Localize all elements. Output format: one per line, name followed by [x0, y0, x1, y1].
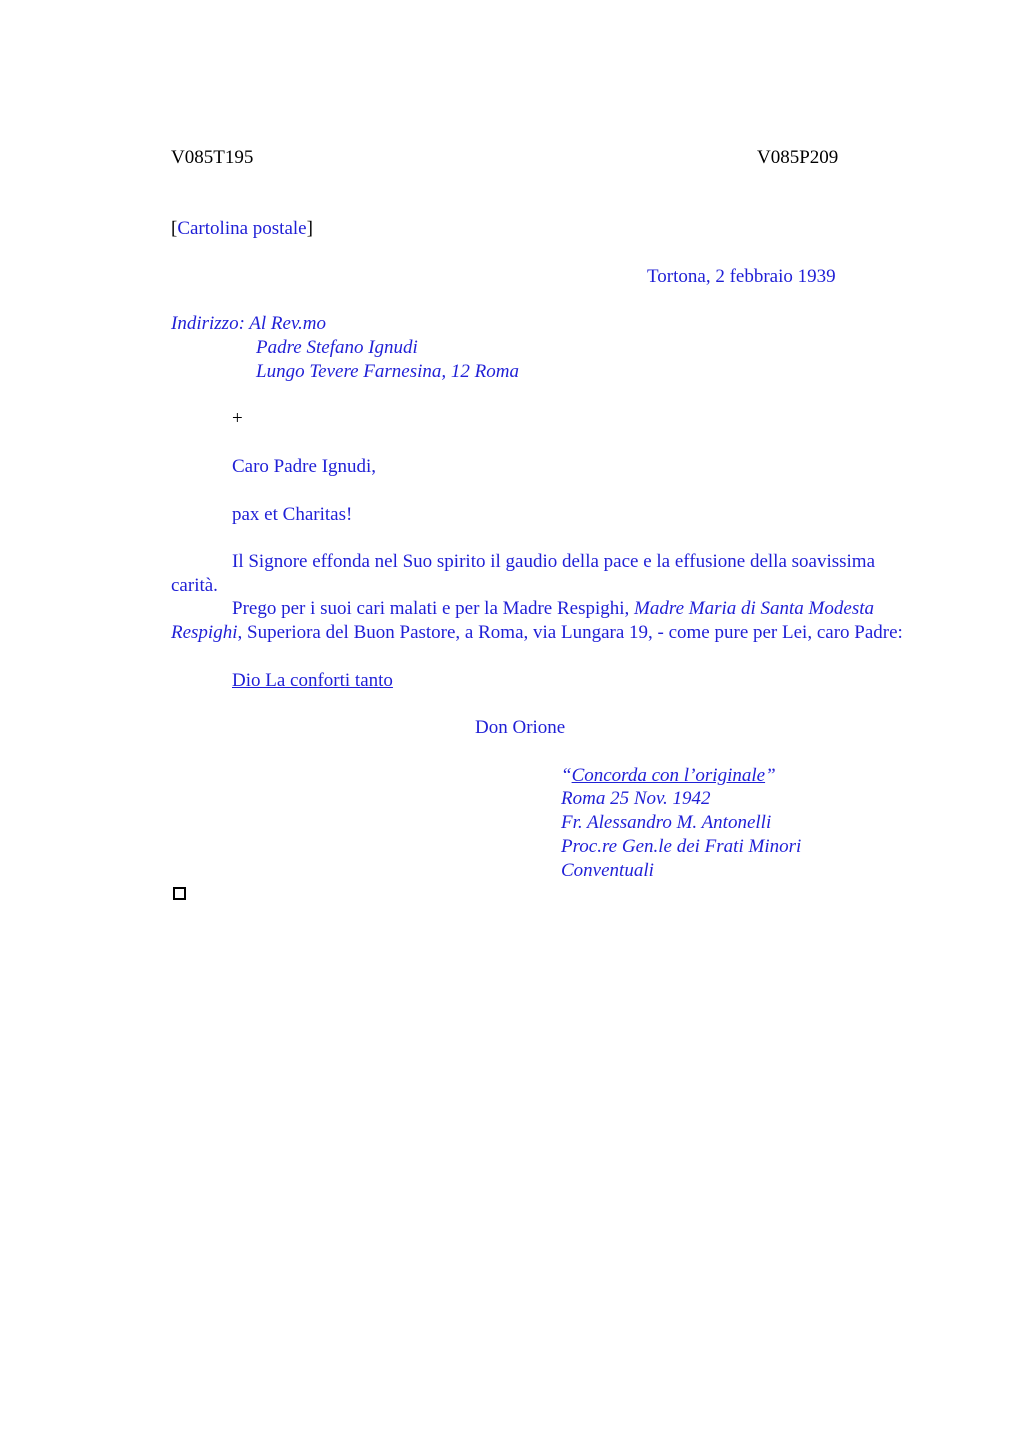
certification-line-4: Proc.re Gen.le dei Frati Minori [561, 836, 802, 857]
paragraph-1 [171, 550, 916, 598]
right-code: V085P209 [757, 147, 839, 168]
paragraph-2 [171, 597, 916, 645]
paragraph-1-text: Il Signore effonda nel Suo spirito il gaudio della pace e la effusione della soavissima carità. [171, 551, 876, 596]
place-date: Tortona, 2 febbraio 1939 [647, 266, 836, 287]
certification-line-2: Roma 25 Nov. 1942 [561, 788, 711, 809]
document-type [171, 217, 313, 241]
certification-quote: Concorda con l’originale [571, 765, 766, 786]
document-type-label: Cartolina postale [177, 218, 307, 239]
certification-line-5: Conventuali [561, 860, 654, 881]
address-line-3: Lungo Tevere Farnesina, 12 Roma [256, 361, 519, 382]
signature: Don Orione [475, 717, 566, 738]
bracket-open: [ [171, 218, 178, 239]
paragraph-2-start: Prego per i suoi cari malati e per la Madre Respighi, [232, 598, 635, 619]
bracket-close: ] [306, 218, 313, 239]
address-line-2: Padre Stefano Ignudi [256, 337, 418, 358]
quote-close: ” [765, 765, 776, 786]
certification-line-1 [561, 764, 776, 788]
paragraph-2-end: , Superiora del Buon Pastore, a Roma, via Lungara 19, - come pure per Lei, caro Padre: [237, 622, 903, 643]
paragraph-2-italic: Madre Maria di Santa Modesta Respighi [171, 598, 874, 643]
closing-line: Dio La conforti tanto [232, 670, 393, 691]
address-line-1: Indirizzo: Al Rev.mo [171, 313, 326, 334]
certification-line-3: Fr. Alessandro M. Antonelli [561, 812, 772, 833]
end-marker-box [173, 887, 186, 900]
greeting: pax et Charitas! [232, 504, 353, 525]
left-code: V085T195 [171, 147, 254, 168]
cross-symbol: + [232, 408, 243, 429]
quote-open: “ [561, 765, 572, 786]
salutation: Caro Padre Ignudi, [232, 456, 377, 477]
